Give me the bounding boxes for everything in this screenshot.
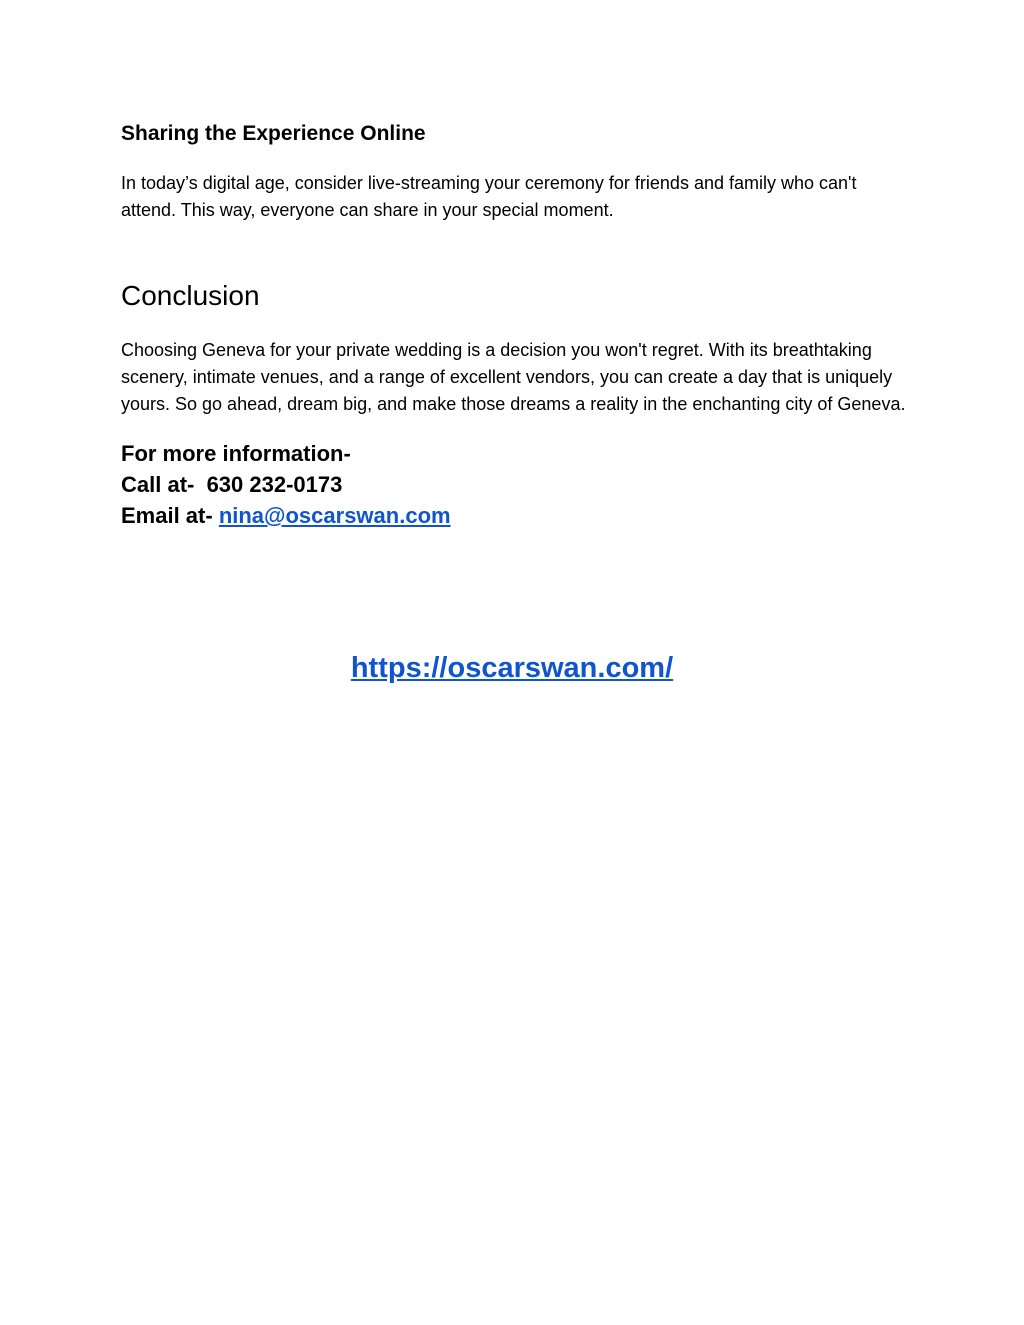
conclusion-heading: Conclusion [121,280,260,311]
document-content [121,120,911,531]
sharing-paragraph: In today’s digital age, consider live-streaming your ceremony for friends and family who can't attend. This way, everyone can share in your special moment. [121,173,857,220]
email-label: Email at- [121,503,219,528]
email-link[interactable]: nina@oscarswan.com [218,503,451,528]
email-line [121,500,911,531]
contact-block [121,438,911,531]
sharing-heading: Sharing the Experience Online [121,122,426,145]
website-link-container [0,650,1024,686]
call-label: Call at- 630 232-0173 [121,472,343,497]
conclusion-paragraph: Choosing Geneva for your private wedding is a decision you won't regret. With its breathtaking scenery, intimate venues, and a range of excellent vendors, you can create a day that is uniquely yours. So go ahead, dream big, and make those dreams a reality in the enchanting city of Geneva. [121,340,906,414]
more-info-label: For more information- [121,441,351,466]
website-link[interactable]: https://oscarswan.com/ [350,652,674,684]
